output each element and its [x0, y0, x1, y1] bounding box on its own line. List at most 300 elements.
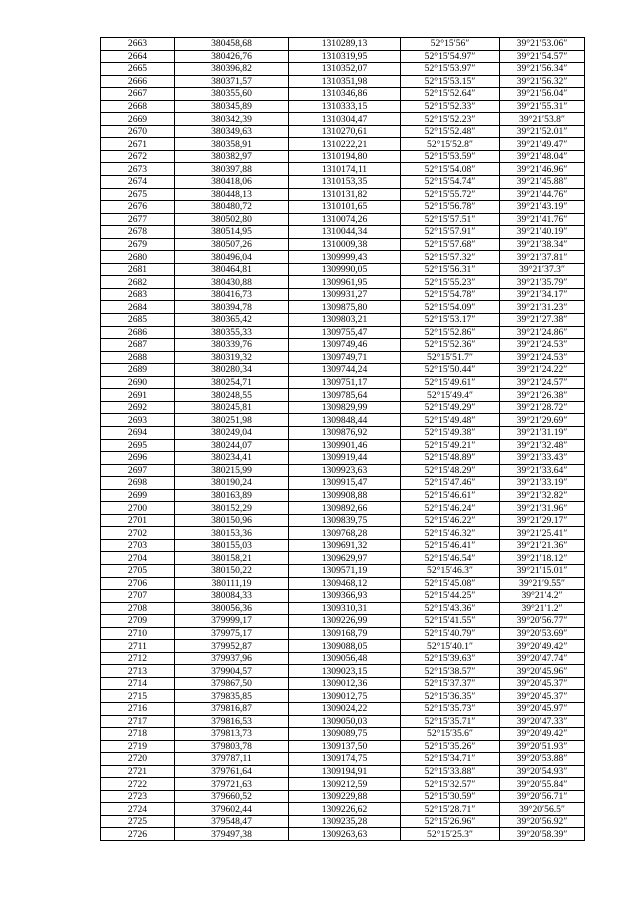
y-coordinate-cell: 1309751,17	[289, 376, 401, 389]
latitude-cell: 52°15′54.97″	[401, 50, 500, 63]
y-coordinate-cell: 1309571,19	[289, 564, 401, 577]
y-coordinate-cell: 1309212,59	[289, 778, 401, 791]
x-coordinate-cell: 380244,07	[175, 439, 289, 452]
latitude-cell: 52°15′46.24″	[401, 502, 500, 515]
y-coordinate-cell: 1309168,79	[289, 627, 401, 640]
y-coordinate-cell: 1310346,86	[289, 88, 401, 101]
point-number-cell: 2682	[101, 276, 175, 289]
point-number-cell: 2681	[101, 263, 175, 276]
table-row	[101, 288, 585, 301]
longitude-cell: 39°20′58.39″	[500, 828, 585, 841]
y-coordinate-cell: 1310101,65	[289, 201, 401, 214]
longitude-cell: 39°20′47.74″	[500, 652, 585, 665]
point-number-cell: 2685	[101, 314, 175, 327]
longitude-cell: 39°21′43.19″	[500, 201, 585, 214]
latitude-cell: 52°15′50.44″	[401, 364, 500, 377]
x-coordinate-cell: 380397,88	[175, 163, 289, 176]
table-row	[101, 590, 585, 603]
y-coordinate-cell: 1309468,12	[289, 577, 401, 590]
y-coordinate-cell: 1309785,64	[289, 389, 401, 402]
point-number-cell: 2720	[101, 753, 175, 766]
latitude-cell: 52°15′52.64″	[401, 88, 500, 101]
longitude-cell: 39°21′32.48″	[500, 439, 585, 452]
latitude-cell: 52°15′41.55″	[401, 615, 500, 628]
y-coordinate-cell: 1309024,22	[289, 702, 401, 715]
x-coordinate-cell: 380152,29	[175, 502, 289, 515]
latitude-cell: 52°15′49.38″	[401, 426, 500, 439]
point-number-cell: 2695	[101, 439, 175, 452]
latitude-cell: 52°15′44.25″	[401, 590, 500, 603]
longitude-cell: 39°21′33.19″	[500, 477, 585, 490]
latitude-cell: 52°15′43.36″	[401, 602, 500, 615]
table-row	[101, 514, 585, 527]
table-row	[101, 464, 585, 477]
longitude-cell: 39°21′4.2″	[500, 590, 585, 603]
table-row	[101, 414, 585, 427]
longitude-cell: 39°21′34.17″	[500, 288, 585, 301]
x-coordinate-cell: 379937,96	[175, 652, 289, 665]
table-row	[101, 527, 585, 540]
x-coordinate-cell: 379816,53	[175, 715, 289, 728]
point-number-cell: 2705	[101, 564, 175, 577]
y-coordinate-cell: 1309263,63	[289, 828, 401, 841]
x-coordinate-cell: 380355,60	[175, 88, 289, 101]
latitude-cell: 52°15′56.31″	[401, 263, 500, 276]
point-number-cell: 2669	[101, 113, 175, 126]
longitude-cell: 39°20′45.37″	[500, 690, 585, 703]
y-coordinate-cell: 1310289,13	[289, 38, 401, 51]
table-row	[101, 113, 585, 126]
x-coordinate-cell: 380358,91	[175, 138, 289, 151]
point-number-cell: 2715	[101, 690, 175, 703]
longitude-cell: 39°21′54.57″	[500, 50, 585, 63]
x-coordinate-cell: 380502,80	[175, 213, 289, 226]
latitude-cell: 52°15′48.29″	[401, 464, 500, 477]
x-coordinate-cell: 380163,89	[175, 489, 289, 502]
table-row	[101, 765, 585, 778]
x-coordinate-cell: 380249,04	[175, 426, 289, 439]
table-row	[101, 715, 585, 728]
x-coordinate-cell: 380245,81	[175, 401, 289, 414]
point-number-cell: 2673	[101, 163, 175, 176]
x-coordinate-cell: 379761,64	[175, 765, 289, 778]
table-row	[101, 351, 585, 364]
point-number-cell: 2706	[101, 577, 175, 590]
table-row	[101, 238, 585, 251]
longitude-cell: 39°21′24.22″	[500, 364, 585, 377]
y-coordinate-cell: 1310333,15	[289, 100, 401, 113]
point-number-cell: 2668	[101, 100, 175, 113]
latitude-cell: 52°15′56″	[401, 38, 500, 51]
latitude-cell: 52°15′40.1″	[401, 640, 500, 653]
longitude-cell: 39°21′55.31″	[500, 100, 585, 113]
latitude-cell: 52°15′49.21″	[401, 439, 500, 452]
table-row	[101, 790, 585, 803]
longitude-cell: 39°21′38.34″	[500, 238, 585, 251]
longitude-cell: 39°21′24.57″	[500, 376, 585, 389]
latitude-cell: 52°15′35.71″	[401, 715, 500, 728]
latitude-cell: 52°15′40.79″	[401, 627, 500, 640]
y-coordinate-cell: 1309012,75	[289, 690, 401, 703]
y-coordinate-cell: 1309310,31	[289, 602, 401, 615]
point-number-cell: 2725	[101, 815, 175, 828]
table-row	[101, 163, 585, 176]
longitude-cell: 39°20′56.92″	[500, 815, 585, 828]
x-coordinate-cell: 380396,82	[175, 63, 289, 76]
table-row	[101, 539, 585, 552]
x-coordinate-cell: 380190,24	[175, 477, 289, 490]
point-number-cell: 2707	[101, 590, 175, 603]
latitude-cell: 52°15′49.48″	[401, 414, 500, 427]
point-number-cell: 2723	[101, 790, 175, 803]
table-row	[101, 426, 585, 439]
table-row	[101, 201, 585, 214]
x-coordinate-cell: 379548,47	[175, 815, 289, 828]
longitude-cell: 39°20′54.93″	[500, 765, 585, 778]
point-number-cell: 2692	[101, 401, 175, 414]
y-coordinate-cell: 1309768,28	[289, 527, 401, 540]
table-row	[101, 389, 585, 402]
longitude-cell: 39°21′31.96″	[500, 502, 585, 515]
x-coordinate-cell: 380416,73	[175, 288, 289, 301]
longitude-cell: 39°21′49.47″	[500, 138, 585, 151]
x-coordinate-cell: 379835,85	[175, 690, 289, 703]
latitude-cell: 52°15′55.72″	[401, 188, 500, 201]
table-row	[101, 150, 585, 163]
longitude-cell: 39°21′24.53″	[500, 351, 585, 364]
table-row	[101, 702, 585, 715]
y-coordinate-cell: 1309829,99	[289, 401, 401, 414]
longitude-cell: 39°21′53.06″	[500, 38, 585, 51]
y-coordinate-cell: 1309961,95	[289, 276, 401, 289]
y-coordinate-cell: 1310352,07	[289, 63, 401, 76]
point-number-cell: 2665	[101, 63, 175, 76]
x-coordinate-cell: 380111,19	[175, 577, 289, 590]
x-coordinate-cell: 380365,42	[175, 314, 289, 327]
point-number-cell: 2664	[101, 50, 175, 63]
y-coordinate-cell: 1309056,48	[289, 652, 401, 665]
table-row	[101, 339, 585, 352]
latitude-cell: 52°15′54.78″	[401, 288, 500, 301]
x-coordinate-cell: 379497,38	[175, 828, 289, 841]
x-coordinate-cell: 380215,99	[175, 464, 289, 477]
x-coordinate-cell: 379602,44	[175, 803, 289, 816]
longitude-cell: 39°21′37.81″	[500, 251, 585, 264]
longitude-cell: 39°21′24.86″	[500, 326, 585, 339]
point-number-cell: 2674	[101, 176, 175, 189]
table-row	[101, 627, 585, 640]
latitude-cell: 52°15′57.91″	[401, 226, 500, 239]
point-number-cell: 2713	[101, 665, 175, 678]
table-row	[101, 740, 585, 753]
y-coordinate-cell: 1310044,34	[289, 226, 401, 239]
latitude-cell: 52°15′53.97″	[401, 63, 500, 76]
latitude-cell: 52°15′30.59″	[401, 790, 500, 803]
y-coordinate-cell: 1309892,66	[289, 502, 401, 515]
latitude-cell: 52°15′38.57″	[401, 665, 500, 678]
latitude-cell: 52°15′39.63″	[401, 652, 500, 665]
y-coordinate-cell: 1309749,71	[289, 351, 401, 364]
latitude-cell: 52°15′25.3″	[401, 828, 500, 841]
y-coordinate-cell: 1309876,92	[289, 426, 401, 439]
longitude-cell: 39°20′53.69″	[500, 627, 585, 640]
point-number-cell: 2710	[101, 627, 175, 640]
y-coordinate-cell: 1309999,43	[289, 251, 401, 264]
point-number-cell: 2700	[101, 502, 175, 515]
longitude-cell: 39°20′45.97″	[500, 702, 585, 715]
x-coordinate-cell: 380458,68	[175, 38, 289, 51]
table-row	[101, 665, 585, 678]
y-coordinate-cell: 1310319,95	[289, 50, 401, 63]
longitude-cell: 39°21′52.01″	[500, 125, 585, 138]
point-number-cell: 2701	[101, 514, 175, 527]
table-row	[101, 815, 585, 828]
point-number-cell: 2693	[101, 414, 175, 427]
table-row	[101, 326, 585, 339]
longitude-cell: 39°21′41.76″	[500, 213, 585, 226]
table-row	[101, 577, 585, 590]
latitude-cell: 52°15′47.46″	[401, 477, 500, 490]
point-number-cell: 2724	[101, 803, 175, 816]
y-coordinate-cell: 1309908,88	[289, 489, 401, 502]
point-number-cell: 2690	[101, 376, 175, 389]
point-number-cell: 2704	[101, 552, 175, 565]
point-number-cell: 2670	[101, 125, 175, 138]
latitude-cell: 52°15′57.51″	[401, 213, 500, 226]
y-coordinate-cell: 1309629,97	[289, 552, 401, 565]
longitude-cell: 39°21′15.01″	[500, 564, 585, 577]
x-coordinate-cell: 380319,32	[175, 351, 289, 364]
latitude-cell: 52°15′52.23″	[401, 113, 500, 126]
y-coordinate-cell: 1310351,98	[289, 75, 401, 88]
y-coordinate-cell: 1310009,38	[289, 238, 401, 251]
y-coordinate-cell: 1310153,35	[289, 176, 401, 189]
latitude-cell: 52°15′48.89″	[401, 452, 500, 465]
x-coordinate-cell: 380418,06	[175, 176, 289, 189]
point-number-cell: 2726	[101, 828, 175, 841]
y-coordinate-cell: 1309174,75	[289, 753, 401, 766]
y-coordinate-cell: 1309366,93	[289, 590, 401, 603]
y-coordinate-cell: 1309923,63	[289, 464, 401, 477]
x-coordinate-cell: 380349,63	[175, 125, 289, 138]
coordinates-table	[100, 37, 585, 841]
point-number-cell: 2678	[101, 226, 175, 239]
longitude-cell: 39°20′45.37″	[500, 677, 585, 690]
point-number-cell: 2666	[101, 75, 175, 88]
point-number-cell: 2719	[101, 740, 175, 753]
latitude-cell: 52°15′37.37″	[401, 677, 500, 690]
point-number-cell: 2714	[101, 677, 175, 690]
table-row	[101, 652, 585, 665]
table-row	[101, 376, 585, 389]
longitude-cell: 39°21′44.76″	[500, 188, 585, 201]
table-row	[101, 728, 585, 741]
longitude-cell: 39°21′45.88″	[500, 176, 585, 189]
table-row	[101, 50, 585, 63]
longitude-cell: 39°21′53.8″	[500, 113, 585, 126]
x-coordinate-cell: 379867,50	[175, 677, 289, 690]
x-coordinate-cell: 380155,03	[175, 539, 289, 552]
x-coordinate-cell: 380150,96	[175, 514, 289, 527]
point-number-cell: 2711	[101, 640, 175, 653]
longitude-cell: 39°20′49.42″	[500, 640, 585, 653]
longitude-cell: 39°20′56.71″	[500, 790, 585, 803]
point-number-cell: 2671	[101, 138, 175, 151]
latitude-cell: 52°15′54.08″	[401, 163, 500, 176]
latitude-cell: 52°15′53.59″	[401, 150, 500, 163]
longitude-cell: 39°21′40.19″	[500, 226, 585, 239]
latitude-cell: 52°15′52.36″	[401, 339, 500, 352]
table-row	[101, 251, 585, 264]
x-coordinate-cell: 380448,13	[175, 188, 289, 201]
table-row	[101, 276, 585, 289]
latitude-cell: 52°15′53.15″	[401, 75, 500, 88]
longitude-cell: 39°21′35.79″	[500, 276, 585, 289]
table-row	[101, 213, 585, 226]
table-row	[101, 602, 585, 615]
longitude-cell: 39°21′37.3″	[500, 263, 585, 276]
longitude-cell: 39°20′51.93″	[500, 740, 585, 753]
latitude-cell: 52°15′35.26″	[401, 740, 500, 753]
y-coordinate-cell: 1309990,05	[289, 263, 401, 276]
longitude-cell: 39°20′49.42″	[500, 728, 585, 741]
y-coordinate-cell: 1309901,46	[289, 439, 401, 452]
point-number-cell: 2699	[101, 489, 175, 502]
longitude-cell: 39°21′18.12″	[500, 552, 585, 565]
y-coordinate-cell: 1309023,15	[289, 665, 401, 678]
x-coordinate-cell: 380084,33	[175, 590, 289, 603]
y-coordinate-cell: 1309088,05	[289, 640, 401, 653]
longitude-cell: 39°21′46.96″	[500, 163, 585, 176]
latitude-cell: 52°15′35.6″	[401, 728, 500, 741]
x-coordinate-cell: 379816,87	[175, 702, 289, 715]
longitude-cell: 39°21′33.43″	[500, 452, 585, 465]
latitude-cell: 52°15′46.54″	[401, 552, 500, 565]
latitude-cell: 52°15′54.09″	[401, 301, 500, 314]
x-coordinate-cell: 380280,34	[175, 364, 289, 377]
table-row	[101, 552, 585, 565]
y-coordinate-cell: 1309194,91	[289, 765, 401, 778]
table-row	[101, 489, 585, 502]
point-number-cell: 2689	[101, 364, 175, 377]
point-number-cell: 2708	[101, 602, 175, 615]
longitude-cell: 39°20′45.96″	[500, 665, 585, 678]
table-row	[101, 828, 585, 841]
y-coordinate-cell: 1309744,24	[289, 364, 401, 377]
x-coordinate-cell: 379904,57	[175, 665, 289, 678]
latitude-cell: 52°15′54.74″	[401, 176, 500, 189]
y-coordinate-cell: 1310270,61	[289, 125, 401, 138]
x-coordinate-cell: 379660,52	[175, 790, 289, 803]
y-coordinate-cell: 1309229,88	[289, 790, 401, 803]
point-number-cell: 2672	[101, 150, 175, 163]
x-coordinate-cell: 380480,72	[175, 201, 289, 214]
table-row	[101, 125, 585, 138]
point-number-cell: 2687	[101, 339, 175, 352]
table-row	[101, 226, 585, 239]
latitude-cell: 52°15′53.17″	[401, 314, 500, 327]
y-coordinate-cell: 1309012,36	[289, 677, 401, 690]
x-coordinate-cell: 379999,17	[175, 615, 289, 628]
longitude-cell: 39°21′56.32″	[500, 75, 585, 88]
point-number-cell: 2686	[101, 326, 175, 339]
x-coordinate-cell: 380056,36	[175, 602, 289, 615]
y-coordinate-cell: 1309875,80	[289, 301, 401, 314]
table-row	[101, 564, 585, 577]
latitude-cell: 52°15′36.35″	[401, 690, 500, 703]
point-number-cell: 2703	[101, 539, 175, 552]
latitude-cell: 52°15′46.22″	[401, 514, 500, 527]
longitude-cell: 39°21′31.23″	[500, 301, 585, 314]
point-number-cell: 2694	[101, 426, 175, 439]
x-coordinate-cell: 380248,55	[175, 389, 289, 402]
table-row	[101, 364, 585, 377]
point-number-cell: 2683	[101, 288, 175, 301]
point-number-cell: 2680	[101, 251, 175, 264]
latitude-cell: 52°15′49.61″	[401, 376, 500, 389]
table-row	[101, 640, 585, 653]
latitude-cell: 52°15′57.32″	[401, 251, 500, 264]
longitude-cell: 39°21′32.82″	[500, 489, 585, 502]
longitude-cell: 39°21′29.69″	[500, 414, 585, 427]
point-number-cell: 2688	[101, 351, 175, 364]
latitude-cell: 52°15′55.23″	[401, 276, 500, 289]
latitude-cell: 52°15′52.8″	[401, 138, 500, 151]
x-coordinate-cell: 380254,71	[175, 376, 289, 389]
longitude-cell: 39°20′55.84″	[500, 778, 585, 791]
latitude-cell: 52°15′46.3″	[401, 564, 500, 577]
x-coordinate-cell: 380153,36	[175, 527, 289, 540]
point-number-cell: 2677	[101, 213, 175, 226]
x-coordinate-cell: 380158,21	[175, 552, 289, 565]
point-number-cell: 2722	[101, 778, 175, 791]
y-coordinate-cell: 1309050,03	[289, 715, 401, 728]
longitude-cell: 39°21′26.38″	[500, 389, 585, 402]
table-row	[101, 439, 585, 452]
x-coordinate-cell: 379975,17	[175, 627, 289, 640]
table-row	[101, 88, 585, 101]
point-number-cell: 2718	[101, 728, 175, 741]
point-number-cell: 2697	[101, 464, 175, 477]
point-number-cell: 2702	[101, 527, 175, 540]
longitude-cell: 39°21′28.72″	[500, 401, 585, 414]
longitude-cell: 39°21′31.19″	[500, 426, 585, 439]
point-number-cell: 2675	[101, 188, 175, 201]
table-row	[101, 615, 585, 628]
x-coordinate-cell: 380507,26	[175, 238, 289, 251]
point-number-cell: 2676	[101, 201, 175, 214]
longitude-cell: 39°21′33.64″	[500, 464, 585, 477]
coordinates-table-body	[101, 38, 585, 841]
table-row	[101, 502, 585, 515]
latitude-cell: 52°15′46.41″	[401, 539, 500, 552]
x-coordinate-cell: 380342,39	[175, 113, 289, 126]
latitude-cell: 52°15′28.71″	[401, 803, 500, 816]
latitude-cell: 52°15′35.73″	[401, 702, 500, 715]
latitude-cell: 52°15′52.86″	[401, 326, 500, 339]
point-number-cell: 2716	[101, 702, 175, 715]
longitude-cell: 39°20′47.33″	[500, 715, 585, 728]
y-coordinate-cell: 1309848,44	[289, 414, 401, 427]
table-row	[101, 677, 585, 690]
y-coordinate-cell: 1309919,44	[289, 452, 401, 465]
y-coordinate-cell: 1310074,26	[289, 213, 401, 226]
longitude-cell: 39°21′56.34″	[500, 63, 585, 76]
longitude-cell: 39°20′56.5″	[500, 803, 585, 816]
x-coordinate-cell: 379813,73	[175, 728, 289, 741]
latitude-cell: 52°15′45.08″	[401, 577, 500, 590]
latitude-cell: 52°15′49.4″	[401, 389, 500, 402]
